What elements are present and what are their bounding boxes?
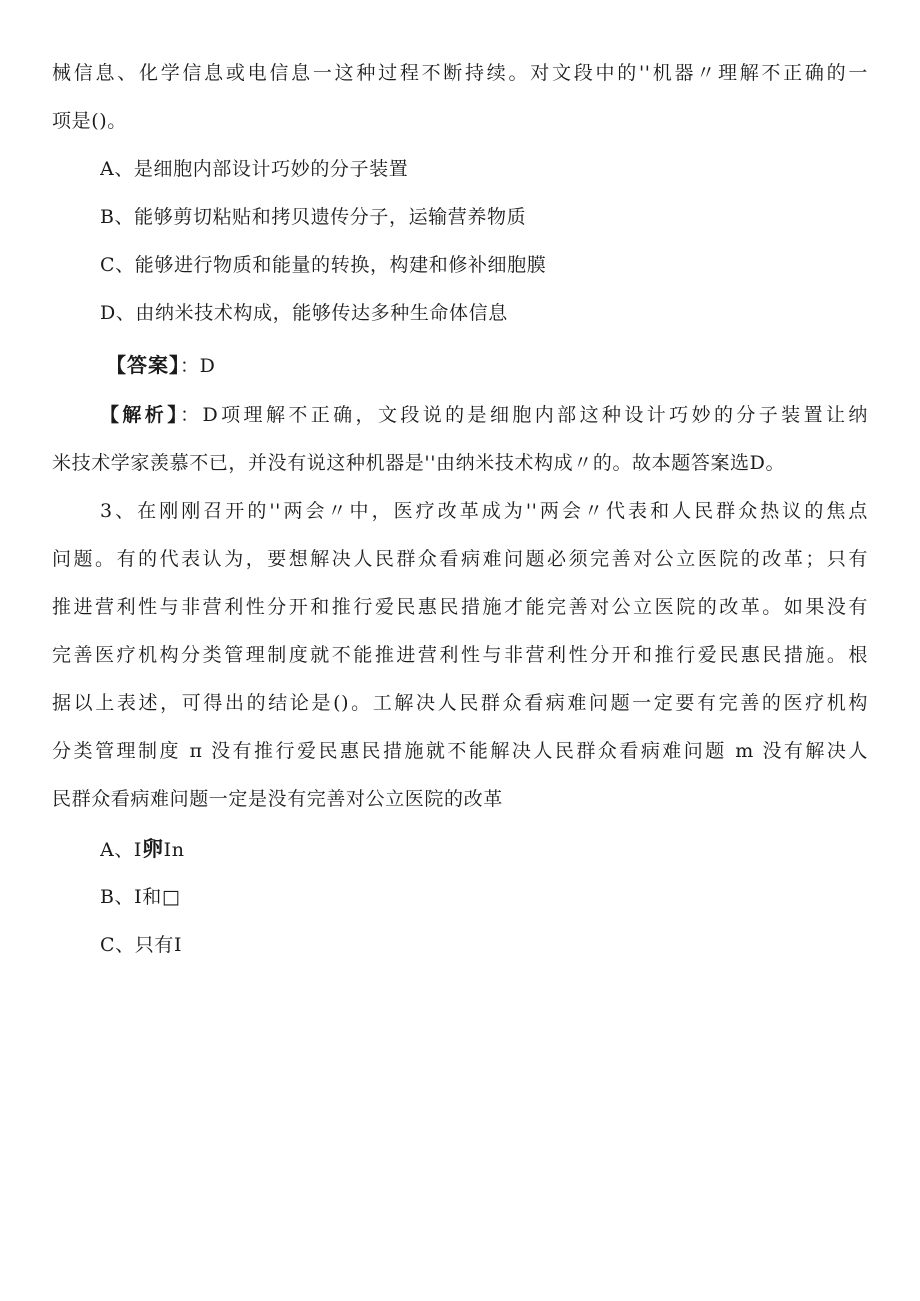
q2-option-d: D、由纳米技术构成，能够传达多种生命体信息	[100, 302, 508, 324]
q2-analysis-line-2: 米技术学家羡慕不已，并没有说这种机器是''由纳米技术构成〃的。故本题答案选D。	[52, 452, 786, 474]
q2-answer	[106, 352, 868, 379]
q2-stem-line-2: 项是()。	[52, 110, 127, 132]
q3-option-a-prefix: A、I	[100, 839, 143, 861]
q3-stem-line-1: 3、在刚刚召开的''两会〃中，医疗改革成为''两会〃代表和人民群众热议的焦点	[100, 500, 868, 522]
answer-label: 【答案】	[106, 353, 180, 377]
q3-option-b: B、I和□	[100, 886, 181, 908]
q3-option-c: C、只有I	[100, 934, 183, 956]
q3-stem-line-2: 问题。有的代表认为，要想解决人民群众看病难问题必须完善对公立医院的改革；只有	[52, 548, 868, 570]
q2-stem-line-1: 械信息、化学信息或电信息一这种过程不断持续。对文段中的''机器〃理解不正确的一	[52, 62, 868, 84]
analysis-text: ：D项理解不正确，文段说的是细胞内部这种设计巧妙的分子装置让纳	[180, 404, 868, 426]
q3-stem-line-4: 完善医疗机构分类管理制度就不能推进营利性与非营利性分开和推行爱民惠民措施。根	[52, 644, 868, 666]
q3-option-a	[100, 836, 868, 863]
q3-stem-line-7: 民群众看病难问题一定是没有完善对公立医院的改革	[52, 788, 503, 810]
q3-stem-line-5: 据以上表述，可得出的结论是()。工解决人民群众看病难问题一定要有完善的医疗机构	[52, 692, 868, 714]
q3-option-a-suffix: In	[163, 839, 185, 861]
q3-option-a-glyph: 卵	[142, 837, 164, 861]
q2-option-a: A、是细胞内部设计巧妙的分子装置	[100, 158, 409, 180]
q2-option-c: C、能够进行物质和能量的转换，构建和修补细胞膜	[100, 254, 547, 276]
q2-option-b: B、能够剪切粘贴和拷贝遗传分子，运输营养物质	[100, 206, 527, 228]
q3-stem-line-3: 推进营利性与非营利性分开和推行爱民惠民措施才能完善对公立医院的改革。如果没有	[52, 596, 868, 618]
q2-analysis-line-1	[100, 402, 868, 428]
answer-value: ：D	[180, 355, 216, 377]
q3-stem-line-6: 分类管理制度 π 没有推行爱民惠民措施就不能解决人民群众看病难问题 m 没有解决人	[52, 740, 868, 762]
analysis-label: 【解析】	[100, 404, 181, 426]
